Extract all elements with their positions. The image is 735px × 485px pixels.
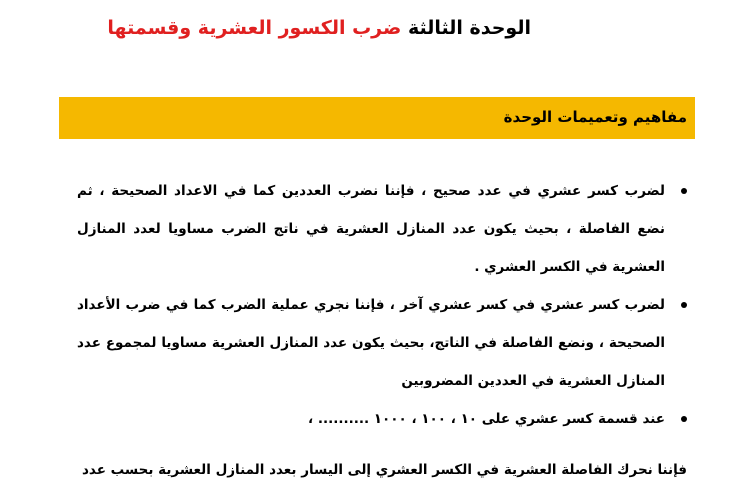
bullet-icon [681, 302, 687, 308]
list-item [77, 400, 687, 438]
section-heading: مفاهيم وتعميمات الوحدة [503, 108, 687, 126]
list-item-text: لضرب كسر عشري في كسر عشري آخر ، فإننا نجري عملية الضرب كما في ضرب الأعداد الصحيحة ، ونضع الفاصلة في الناتج، بحيث يكون عدد المنازل العشرية مساويا لمجموع عدد المنازل العشرية في العددين المضروبين [77, 297, 665, 389]
bullet-icon [681, 188, 687, 194]
unit-title-accent: ضرب الكسور العشرية وقسمتها [107, 17, 402, 39]
list-item-text: عند قسمة كسر عشري على ١٠ ، ١٠٠ ، ١٠٠٠ .......... ، [307, 411, 665, 427]
truncated-text-line: فإننا نحرك الفاصلة العشرية في الكسر العشري إلى اليسار بعدد المنازل العشرية بحسب عدد [81, 462, 687, 478]
concepts-list [77, 172, 687, 438]
section-banner [59, 97, 695, 139]
unit-title [107, 14, 531, 42]
list-item [77, 172, 687, 286]
unit-title-prefix: الوحدة الثالثة [407, 17, 531, 39]
bullet-icon [681, 416, 687, 422]
list-item-text: لضرب كسر عشري في عدد صحيح ، فإننا نضرب العددين كما في الاعداد الصحيحة ، ثم نضع الفاصلة ، بحيث يكون عدد المنازل العشرية في ناتج الضرب مساويا لعدد المنازل العشرية في الكسر العشري . [77, 183, 665, 275]
list-item [77, 286, 687, 400]
